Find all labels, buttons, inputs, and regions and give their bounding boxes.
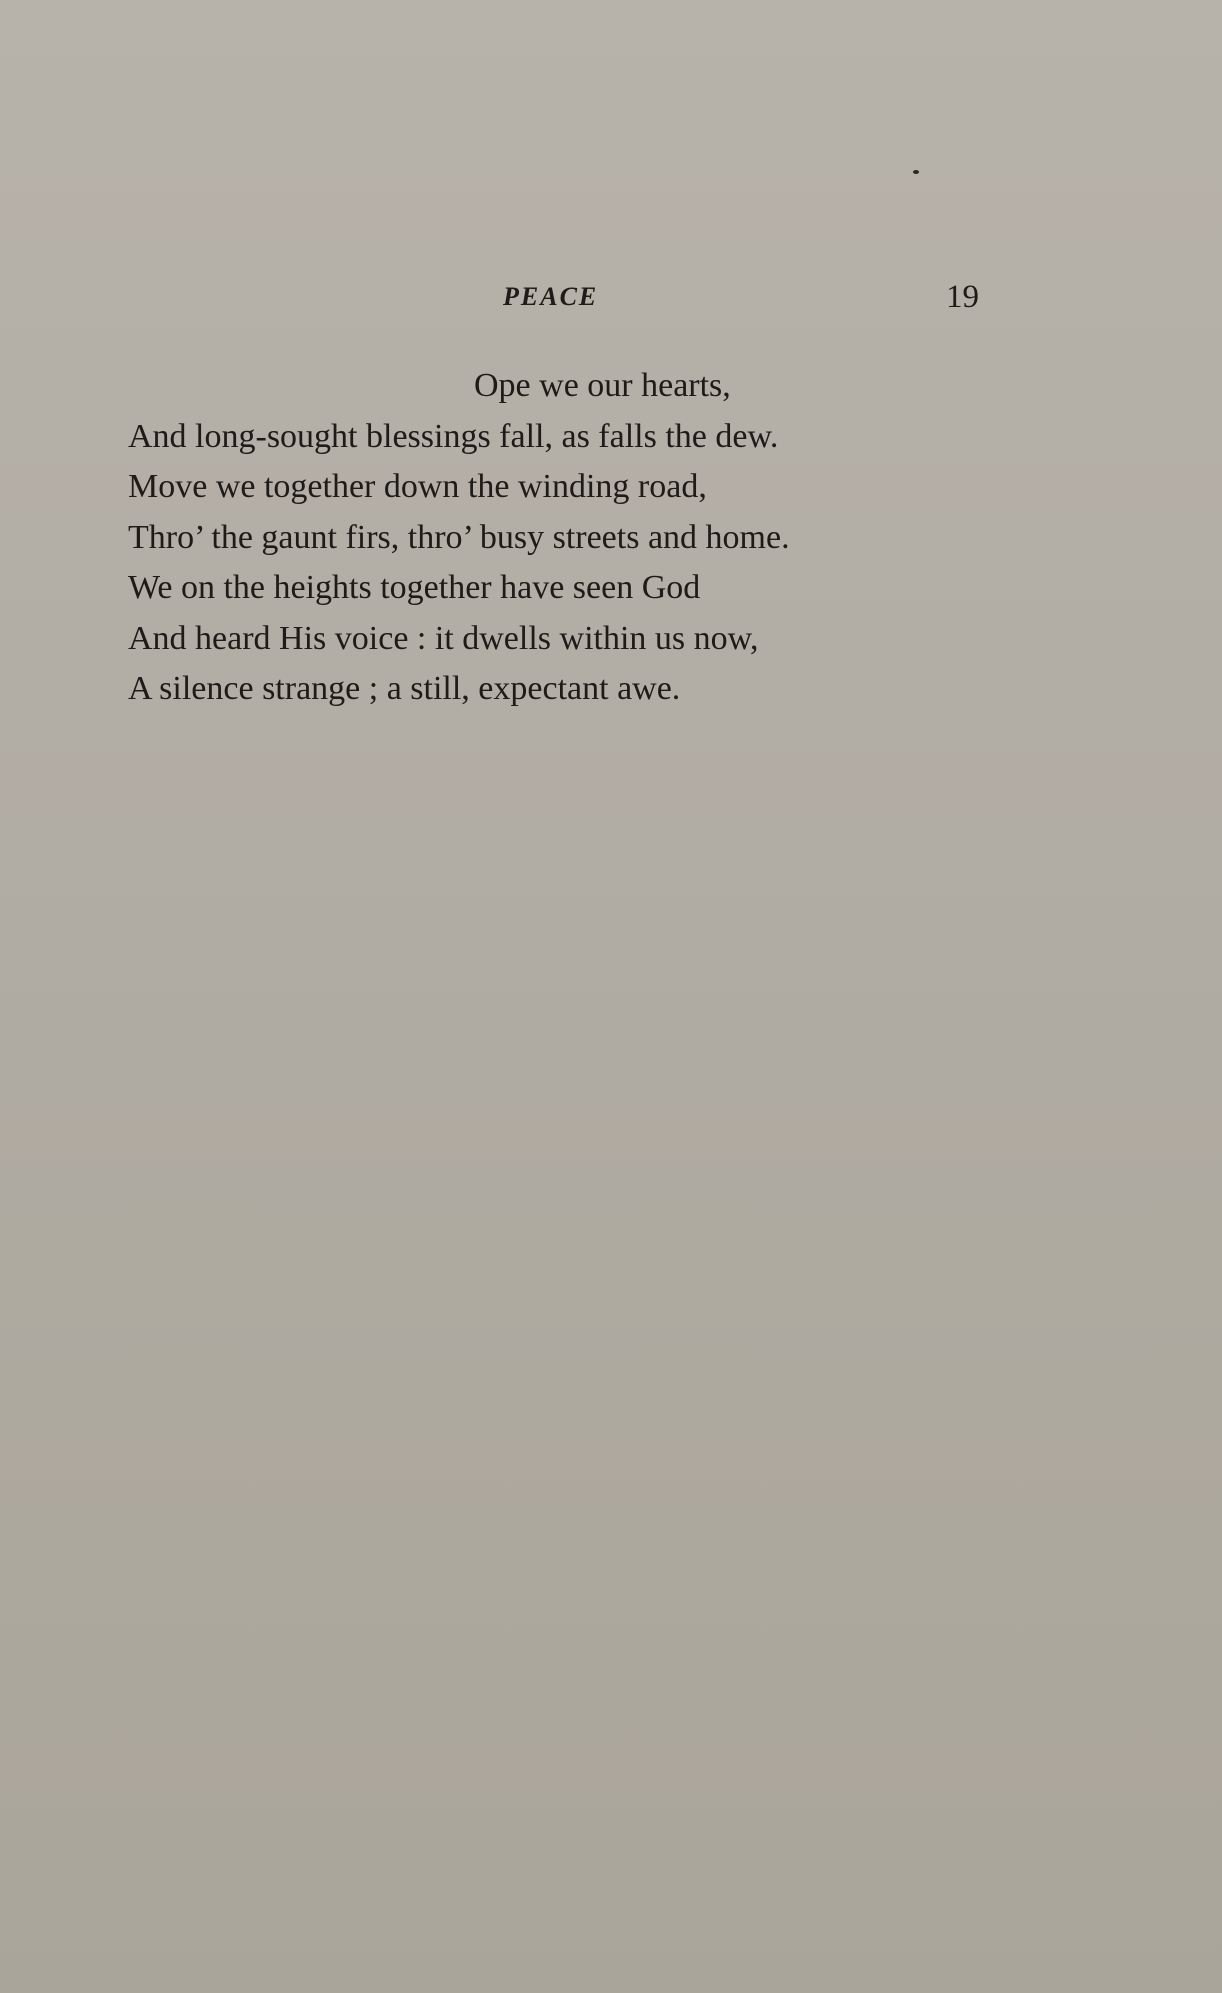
poem-line: Ope we our hearts, <box>474 367 731 404</box>
poem-line: A silence strange ; a still, expectant awe. <box>128 670 681 707</box>
poem-line: Thro’ the gaunt firs, thro’ busy streets and home. <box>128 518 790 556</box>
poem-line: And long-sought blessings fall, as falls the dew. <box>128 417 779 455</box>
poem-stanza <box>128 361 790 715</box>
poem-line: Move we together down the winding road, <box>128 468 707 505</box>
running-head-title: PEACE <box>503 282 599 311</box>
ink-speck-mark <box>913 170 919 174</box>
page-number: 19 <box>946 279 979 315</box>
poem-line: And heard His voice : it dwells within us now, <box>128 619 759 657</box>
poem-line: We on the heights together have seen God <box>128 569 701 606</box>
